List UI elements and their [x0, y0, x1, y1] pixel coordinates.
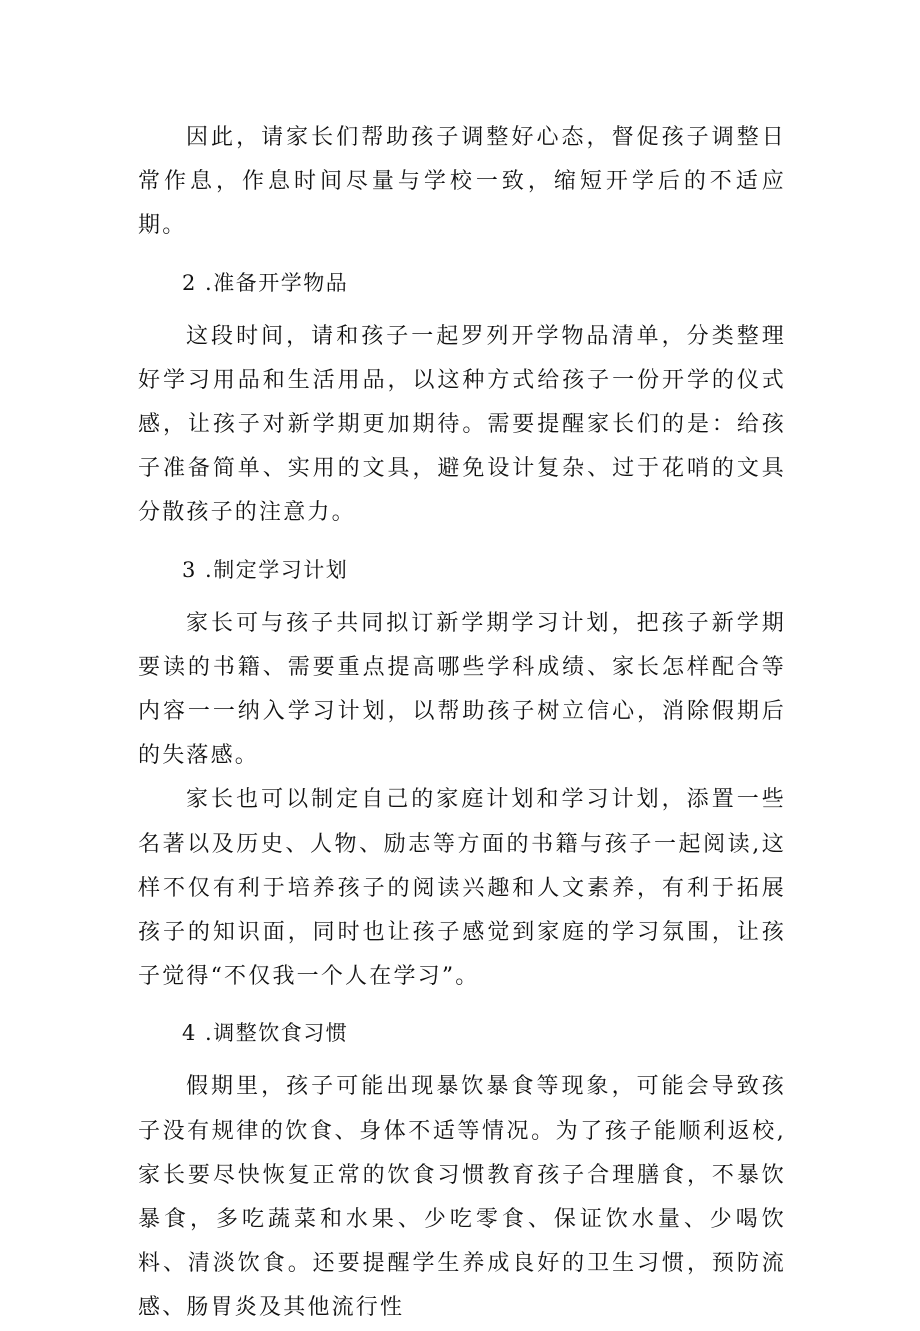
paragraph-prepare-supplies: 这段时间，请和孩子一起罗列开学物品清单，分类整理好学习用品和生活用品，以这种方式给孩子一份开学的仪式感，让孩子对新学期更加期待。需要提醒家长们的是：给孩子准备简单、实用的文具，避免设计复杂、过于花哨的文具分散孩子的注意力。 — [138, 323, 786, 526]
paragraph-diet-habits: 假期里，孩子可能出现暴饮暴食等现象，可能会导致孩子没有规律的饮食、身体不适等情况。为了孩子能顺利返校,家长要尽快恢复正常的饮食习惯教育孩子合理膳食，不暴饮暴食，多吃蔬菜和水果、少吃零食、保证饮水量、少喝饮料、清淡饮食。还要提醒学生养成良好的卫生习惯，预防流感、肠胃炎及其他流行性 — [138, 1074, 786, 1321]
document-body — [138, 116, 786, 1331]
section-heading-prepare-supplies: 2 .准备开学物品 — [182, 270, 349, 295]
paragraph-study-plan: 家长可与孩子共同拟订新学期学习计划，把孩子新学期要读的书籍、需要重点提高哪些学科成绩、家长怎样配合等内容一一纳入学习计划，以帮助孩子树立信心，消除假期后的失落感。 — [138, 610, 786, 769]
section-heading-diet-habits: 4 .调整饮食习惯 — [182, 1021, 349, 1046]
paragraph-adjust-mindset: 因此，请家长们帮助孩子调整好心态，督促孩子调整日常作息，作息时间尽量与学校一致，缩短开学后的不适应期。 — [138, 125, 786, 239]
paragraph-family-plan: 家长也可以制定自己的家庭计划和学习计划，添置一些名著以及历史、人物、励志等方面的书籍与孩子一起阅读,这样不仅有利于培养孩子的阅读兴趣和人文素养，有利于拓展孩子的知识面，同时也让孩子感觉到家庭的学习氛围，让孩子觉得“不仅我一个人在学习”。 — [138, 787, 786, 990]
section-heading-study-plan: 3 .制定学习计划 — [182, 557, 349, 582]
